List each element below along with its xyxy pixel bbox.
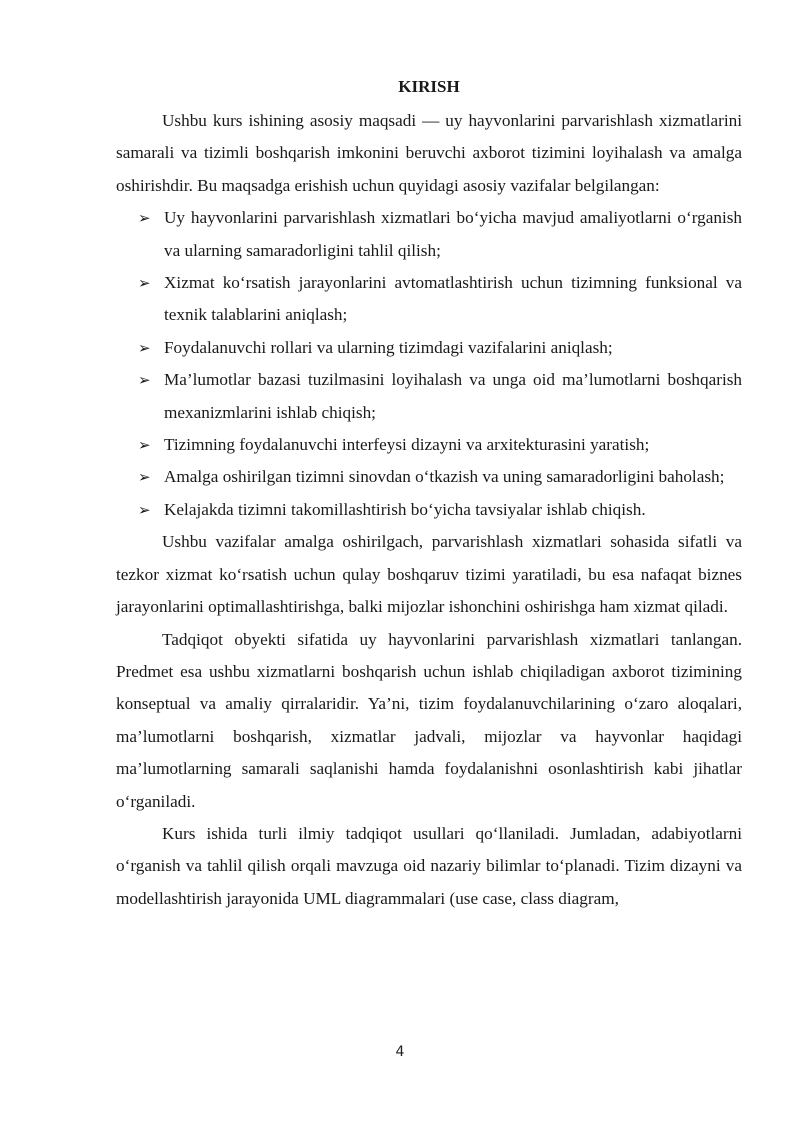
list-item (116, 202, 742, 267)
page-content (116, 73, 742, 915)
list-item (116, 364, 742, 429)
result-paragraph: Ushbu vazifalar amalga oshirilgach, parvarishlash xizmatlari sohasida sifatli va tezkor xizmat ko‘rsatish uchun qulay boshqaruv tizimi yaratiladi, bu esa nafaqat biznes jarayonlarini optimallashtirishga, balki mijozlar ishonchini oshirishga ham xizmat qiladi. (116, 532, 742, 617)
methods-paragraph: Kurs ishida turli ilmiy tadqiqot usullari qo‘llaniladi. Jumladan, adabiyotlarni o‘rganish va tahlil qilish orqali mavzuga oid nazariy bilimlar to‘planadi. Tizim dizayni va modellashtirish jarayonida UML diagrammalari (use case, class diagram, (116, 823, 742, 908)
list-item (116, 332, 742, 364)
arrow-bullet-icon: ➢ (138, 338, 151, 357)
list-item (116, 461, 742, 493)
section-heading: KIRISH (398, 77, 460, 96)
list-item-text: Kelajakda tizimni takomillashtirish bo‘yicha tavsiyalar ishlab chiqish. (164, 499, 646, 519)
list-item-text: Ma’lumotlar bazasi tuzilmasini loyihalash va unga oid ma’lumotlarni boshqarish mexanizmlarini ishlab chiqish; (164, 370, 742, 422)
list-item-text: Uy hayvonlarini parvarishlash xizmatlari bo‘yicha mavjud amaliyotlarni o‘rganish va ularning samaradorligini tahlil qilish; (164, 208, 742, 260)
arrow-bullet-icon: ➢ (138, 500, 151, 519)
page-number: 4 (395, 1044, 405, 1060)
list-item-text: Xizmat ko‘rsatish jarayonlarini avtomatlashtirish uchun tizimning funksional va texnik talablarini aniqlash; (164, 273, 742, 325)
object-paragraph: Tadqiqot obyekti sifatida uy hayvonlarini parvarishlash xizmatlari tanlangan. Predmet esa ushbu xizmatlarni boshqarish uchun ishlab chiqiladigan axborot tizimining konseptual va amaliy qirralaridir. Ya’ni, tizim foydalanuvchilarining o‘zaro aloqalari, ma’lumotlarni boshqarish, xizmatlar jadvali, mijozlar va hayvonlar haqidagi ma’lumotlarning samarali saqlanishi hamda foydalanishni osonlashtirish kabi jihatlar o‘rganiladi. (116, 629, 742, 811)
list-item-text: Amalga oshirilgan tizimni sinovdan o‘tkazish va uning samaradorligini baholash; (164, 467, 725, 487)
arrow-bullet-icon: ➢ (138, 436, 151, 455)
arrow-bullet-icon: ➢ (138, 468, 151, 487)
intro-paragraph: Ushbu kurs ishining asosiy maqsadi — uy hayvonlarini parvarishlash xizmatlarini samarali va tizimli boshqarish imkonini beruvchi axborot tizimini loyihalash va amalga oshirishdir. Bu maqsadga erishish uchun quyidagi asosiy vazifalar belgilangan: (116, 111, 742, 195)
list-item (116, 494, 742, 526)
arrow-bullet-icon: ➢ (138, 274, 151, 293)
list-item-text: Foydalanuvchi rollari va ularning tizimdagi vazifalarini aniqlash; (164, 337, 613, 357)
arrow-bullet-icon: ➢ (138, 209, 151, 228)
list-item (116, 267, 742, 332)
task-list (116, 202, 742, 526)
list-item (116, 429, 742, 461)
arrow-bullet-icon: ➢ (138, 371, 151, 390)
list-item-text: Tizimning foydalanuvchi interfeysi dizayni va arxitekturasini yaratish; (164, 435, 650, 455)
